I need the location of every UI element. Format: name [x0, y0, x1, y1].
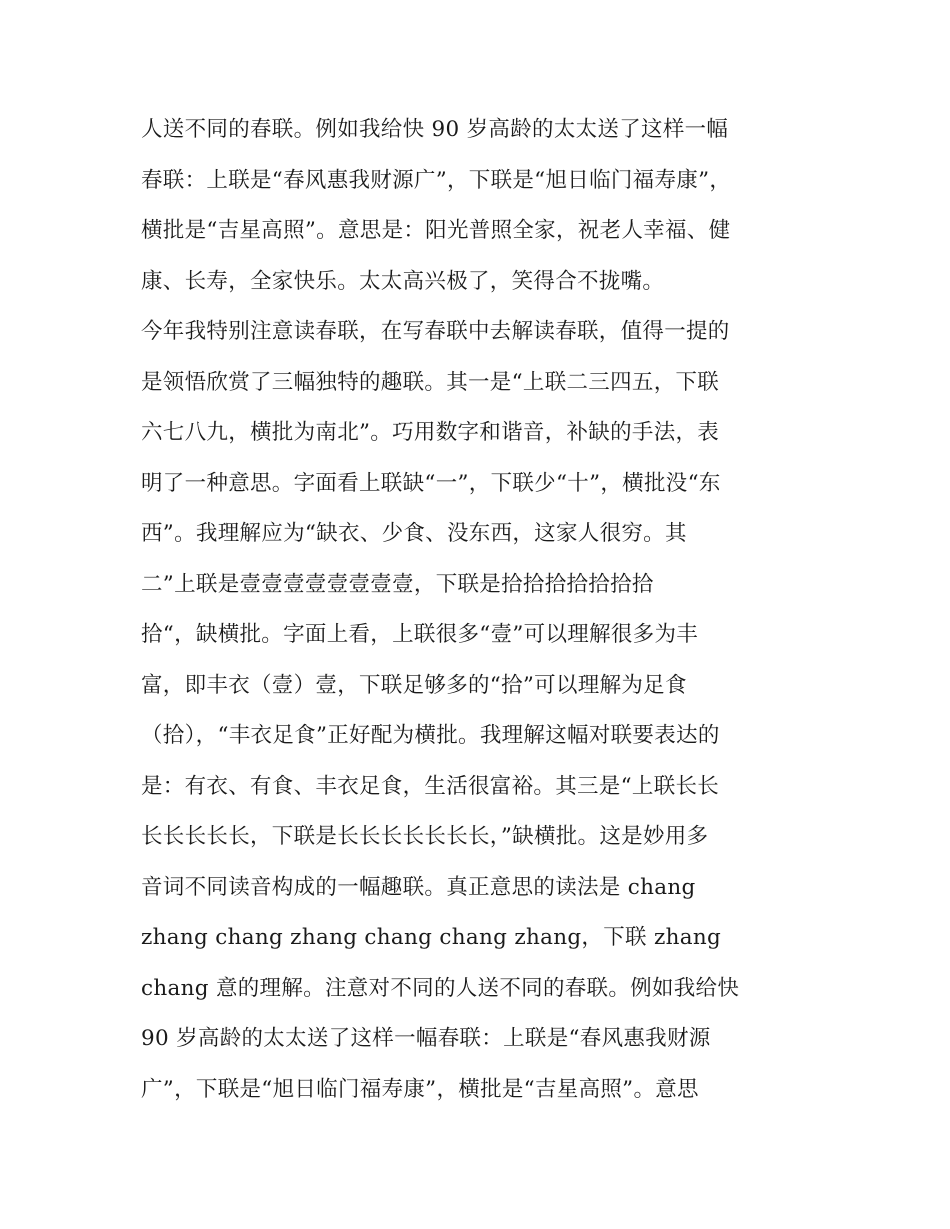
- text-line: 广”，下联是“旭日临门福寿康”，横批是“吉星高照”。意思: [141, 1076, 699, 1102]
- text-line: 富，即丰衣（壹）壹，下联足够多的“拾”可以理解为足食: [141, 672, 687, 698]
- body-text: [141, 105, 841, 1115]
- text-line: （拾），“丰衣足食”正好配为横批。我理解这幅对联要表达的: [141, 723, 720, 748]
- text-line: 春联：上联是“春风惠我财源广”，下联是“旭日临门福寿康”，: [141, 167, 732, 193]
- text-line: 二”上联是壹壹壹壹壹壹壹壹，下联是拾拾拾拾拾拾拾: [141, 571, 654, 597]
- text-line: 横批是“吉星高照”。意思是：阳光普照全家，祝老人幸福、健: [141, 218, 731, 243]
- text-line: 今年我特别注意读春联，在写春联中去解读春联，值得一提的: [141, 319, 730, 344]
- text-line: 音词不同读音构成的一幅趣联。真正意思的读法是 chang: [141, 874, 696, 900]
- text-line: 拾“，缺横批。字面上看，上联很多“壹”可以理解很多为丰: [141, 622, 699, 647]
- text-line: 人送不同的春联。例如我给快 90 岁高龄的太太送了这样一幅: [141, 117, 729, 142]
- text-line: 六七八九，横批为南北”。巧用数字和谐音，补缺的手法，表: [141, 420, 720, 445]
- text-line: 康、长寿，全家快乐。太太高兴极了，笑得合不拢嘴。: [141, 268, 665, 294]
- text-line: 是：有衣、有食、丰衣足食，生活很富裕。其三是“上联长长: [141, 773, 720, 799]
- text-line: 是领悟欣赏了三幅独特的趣联。其一是“上联二三四五，下联: [141, 369, 720, 395]
- text-line: 90 岁高龄的太太送了这样一幅春联：上联是“春风惠我财源: [141, 1026, 711, 1051]
- text-line: 明了一种意思。字面看上联缺“一”，下联少“十”，横批没“东: [141, 470, 721, 496]
- text-line: 西”。我理解应为“缺衣、少食、没东西，这家人很穷。其: [141, 521, 687, 546]
- text-line: zhang chang zhang chang chang zhang，下联 zhang: [141, 925, 722, 950]
- text-line: chang 意的理解。注意对不同的人送不同的春联。例如我给快: [141, 975, 740, 1001]
- text-line: 长长长长长，下联是长长长长长长长，”缺横批。这是妙用多: [141, 824, 709, 849]
